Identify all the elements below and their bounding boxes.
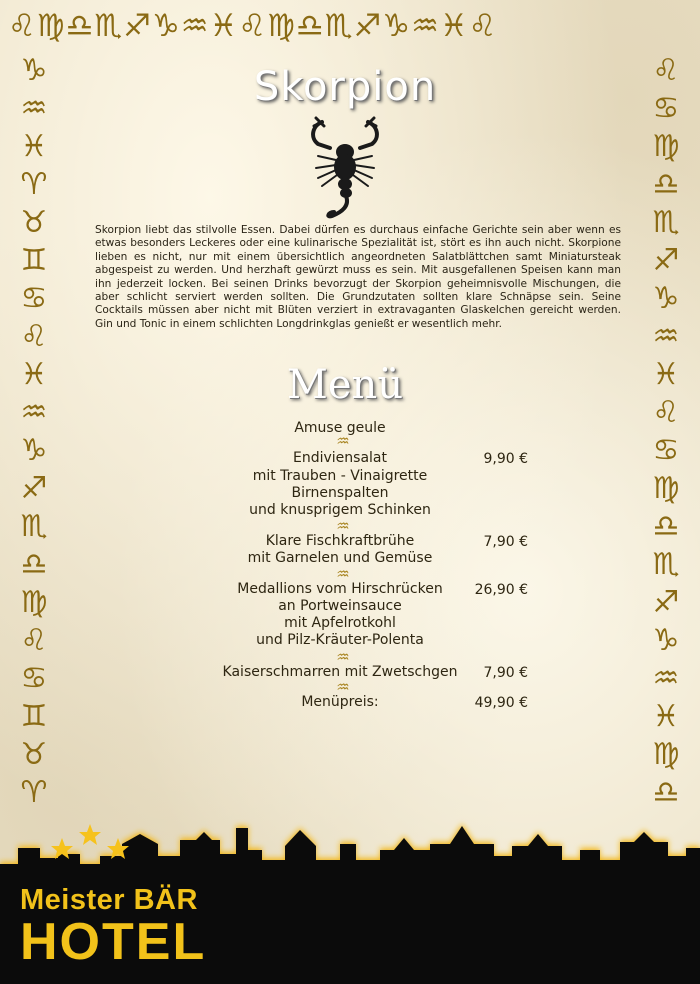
page-title: Skorpion (253, 64, 437, 110)
menu-item-line: und Pilz-Kräuter-Polenta (256, 632, 424, 648)
separator-icon: ♒ (336, 432, 350, 450)
zodiac-border-right: ♌ ♋ ♍ ♎ ♏ ♐ ♑ ♒ ♓ ♌ ♋ ♍ ♎ ♏ ♐ ♑ ♒ ♓ ♍ ♎ (652, 53, 680, 810)
menu-item-line: Klare Fischkraftbrühe (265, 533, 415, 549)
menu-item-line: Medallions vom Hirschrücken (237, 581, 443, 597)
menu-item-line: Birnenspalten (291, 485, 389, 501)
menu-item-line: mit Garnelen und Gemüse (247, 550, 433, 566)
zodiac-border-left: ♑ ♒ ♓ ♈ ♉ ♊ ♋ ♌ ♓ ♒ ♑ ♐ ♏ ♎ ♍ ♌ ♋ ♊ ♉ ♈ (20, 53, 48, 810)
separator-icon: ♒ (336, 648, 350, 666)
separator-icon: ♒ (336, 678, 350, 696)
menu-total-price: 49,90 € (474, 695, 528, 711)
menu-item-line: Kaiserschmarren mit Zwetschgen (222, 664, 458, 680)
menu-title: Menü (286, 362, 404, 408)
separator-icon: ♒ (336, 565, 350, 583)
menu-item-line: an Portweinsauce (278, 598, 402, 614)
menu-item-line: mit Apfelrotkohl (284, 615, 396, 631)
menu-item-line: Endiviensalat (293, 450, 387, 466)
menu-item-line: und knusprigem Schinken (249, 502, 431, 518)
menu-item-price: 26,90 € (474, 582, 528, 598)
menu-item-name: Amuse geule (294, 420, 386, 436)
brand-name-line2: HOTEL (20, 913, 207, 971)
menu-item-price: 9,90 € (483, 451, 528, 467)
scorpion-icon (300, 112, 390, 227)
zodiac-border-top: ♌♍♎♏♐♑♒♓♌♍♎♏♐♑♒♓♌ (8, 8, 498, 44)
menu-item-price: 7,90 € (483, 534, 528, 550)
menu-item-line: mit Trauben - Vinaigrette (252, 468, 428, 484)
star-icon (79, 824, 101, 845)
separator-icon: ♒ (336, 517, 350, 535)
menu-item-price: 7,90 € (483, 665, 528, 681)
brand-name-line1: Meister BÄR (20, 884, 198, 916)
intro-text: Skorpion liebt das stilvolle Essen. Dabei dürfen es durchaus einfache Gerichte sein aber wenn es etwas besonders Leckeres oder eine kulinarische Spezialität ist, stört es ihn auch nicht. Skorpione lieben es nicht, nur mit einem übersichtlich angeordneten Salatblättchen samt Miniatursteak abgespeist zu werden. Und herzhaft gewürzt muss es sein. Mit ausgefallenen Speisen kann man ihn jederzeit locken. Bei seinen Drinks bevorzugt der Skorpion geheimnisvolle Mischungen, die aber schlicht serviert werden sollten. Die Grundzutaten sollten klare Schnäpse sein. Seine Cocktails müssen aber nicht mit Blüten verziert in extravaganten Glaskelchen gereicht werden. Gin und Tonic in einem schlichten Longdrinkglas genießt er wesentlich mehr. (95, 224, 621, 330)
menu-total-label: Menüpreis: (301, 694, 379, 710)
